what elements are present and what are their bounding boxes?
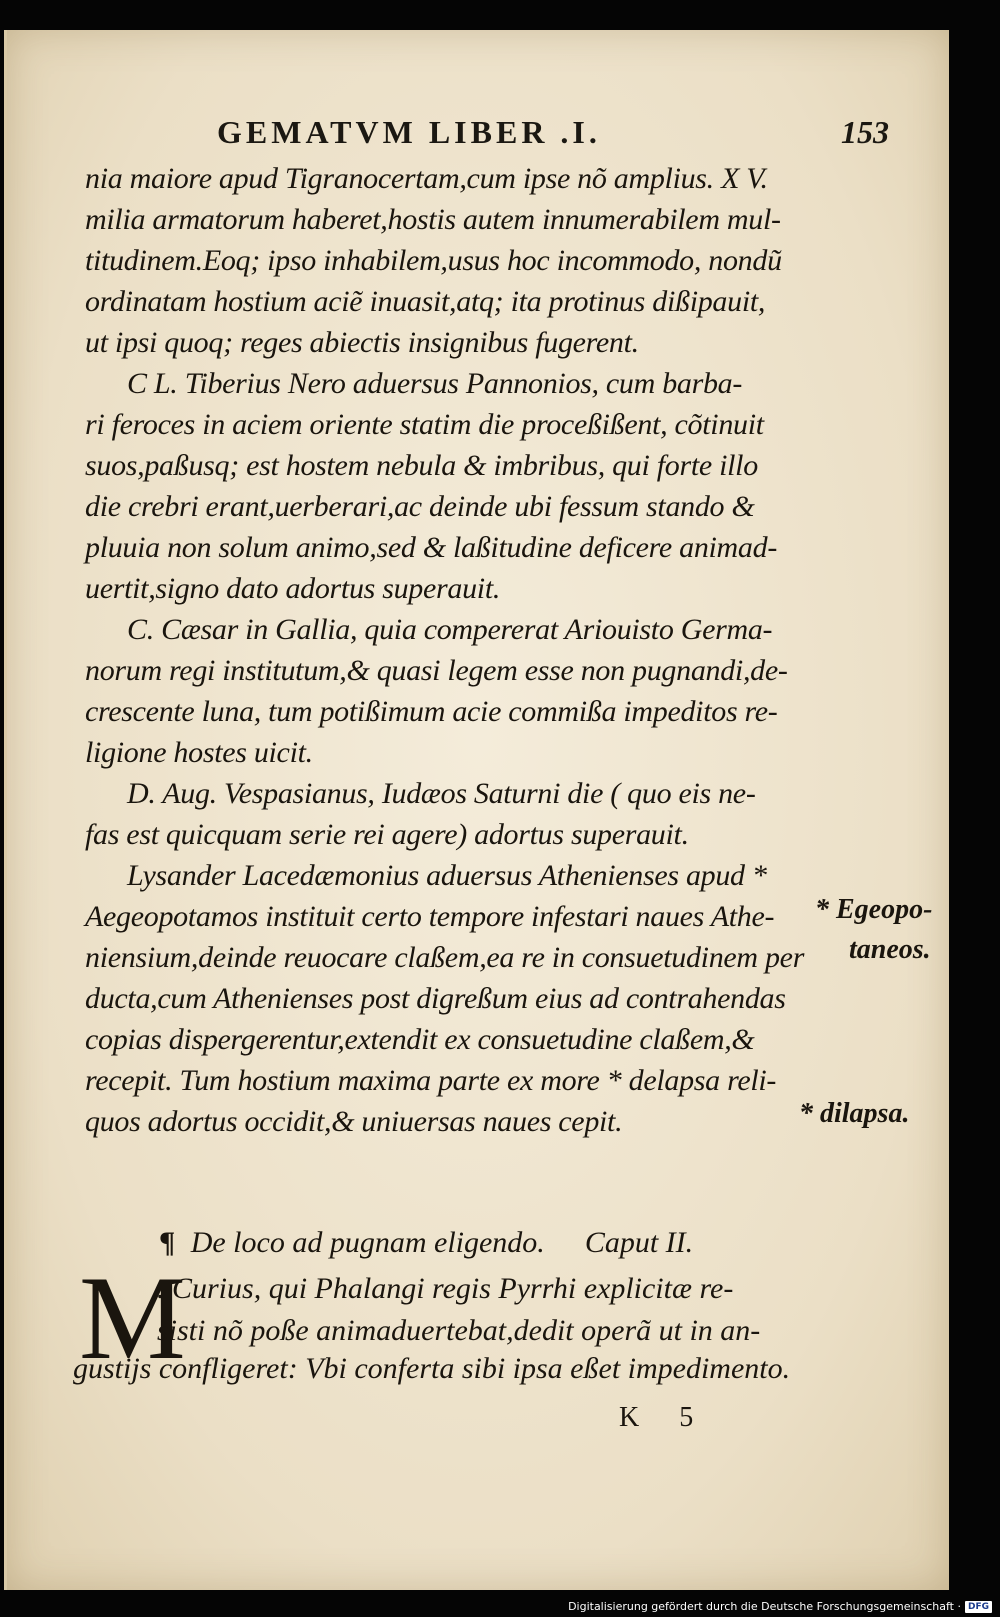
running-header [217, 110, 889, 154]
footer-credit [568, 1600, 992, 1613]
margin-note-egeopotaneos-1: * Egeopo- [815, 894, 933, 925]
text-line: fas est quicquam serie rei agere) adortus superauit. [85, 818, 689, 851]
text-line: ordinatam hostium aciẽ inuasit,atq; ita protinus dißipauit, [85, 285, 766, 318]
signature-letter: K [619, 1402, 640, 1433]
main-text [85, 158, 805, 1142]
text-line: gustijs confligeret: Vbi conferta sibi ipsa eßet impedimento. [73, 1352, 791, 1385]
text-line: uertit,signo dato adortus superauit. [85, 572, 501, 605]
text-line: Aegeopotamos instituit certo tempore infestari naues Athe- [85, 900, 775, 933]
chapter-heading [159, 1226, 693, 1260]
margin-note-egeopotaneos-2: taneos. [849, 934, 931, 965]
text-line: titudinem.Eoq; ipso inhabilem,usus hoc incommodo, nondũ [85, 244, 782, 277]
dfg-logo: DFG [965, 1601, 992, 1613]
running-title: GEMATVM LIBER .I. [217, 113, 601, 150]
text-line: die crebri erant,uerberari,ac deinde ubi fessum stando & [85, 490, 755, 523]
margin-note-dilapsa: * dilapsa. [799, 1098, 910, 1129]
chapter-text [157, 1268, 797, 1352]
text-line: Lysander Lacedæmonius aduersus Athenienses apud * [127, 859, 767, 892]
chapter-title: De loco ad pugnam eligendo. [190, 1226, 545, 1259]
signature-mark [619, 1402, 693, 1434]
text-line: ducta,cum Athenienses post digreßum eius ad contrahendas [85, 982, 786, 1015]
text-line: quos adortus occidit,& uniuersas naues cepit. [85, 1105, 623, 1138]
text-line: crescente luna, tum potißimum acie commißa impeditos re- [85, 695, 778, 728]
chapter-label: Caput II. [584, 1226, 694, 1259]
text-line: suos,paßusq; est hostem nebula & imbribus, qui forte illo [85, 449, 758, 482]
text-line: pluuia non solum animo,sed & laßitudine deficere animad- [85, 531, 778, 564]
text-line: ligione hostes uicit. [85, 736, 313, 769]
text-line: D. Aug. Vespasianus, Iudæos Saturni die ( quo eis ne- [127, 777, 756, 810]
signature-number: 5 [679, 1402, 694, 1433]
text-line: recepit. Tum hostium maxima parte ex more * delapsa reli- [85, 1064, 777, 1097]
chapter-title-wrap [159, 1226, 545, 1260]
text-line: ut ipsi quoq; reges abiectis insignibus fugerent. [85, 326, 639, 359]
text-line: sisti nõ poße animaduertebat,dedit operã ut in an- [157, 1314, 761, 1347]
page-number: 153 [841, 113, 889, 150]
footer-text: Digitalisierung gefördert durch die Deutsche Forschungsgemeinschaft · [568, 1600, 961, 1613]
text-line: ri feroces in aciem oriente statim die proceßißent, cõtinuit [85, 408, 764, 441]
text-line: nia maiore apud Tigranocertam,cum ipse nõ amplius. X V. [85, 162, 768, 195]
drop-cap: M [79, 1251, 186, 1384]
pilcrow-icon: ¶ [159, 1226, 176, 1259]
text-line: niensium,deinde reuocare claßem,ea re in consuetudinem per [85, 941, 805, 974]
text-line: copias dispergerentur,extendit ex consuetudine claßem,& [85, 1023, 755, 1056]
text-line: . Curius, qui Phalangi regis Pyrrhi explicitæ re- [157, 1272, 734, 1305]
text-line: norum regi institutum,& quasi legem esse non pugnandi,de- [85, 654, 788, 687]
text-line: C. Cæsar in Gallia, quia compererat Ariouisto Germa- [127, 613, 773, 646]
book-page [4, 30, 949, 1590]
text-line: C L. Tiberius Nero aduersus Pannonios, cum barba- [127, 367, 743, 400]
text-line: milia armatorum haberet,hostis autem innumerabilem mul- [85, 203, 781, 236]
